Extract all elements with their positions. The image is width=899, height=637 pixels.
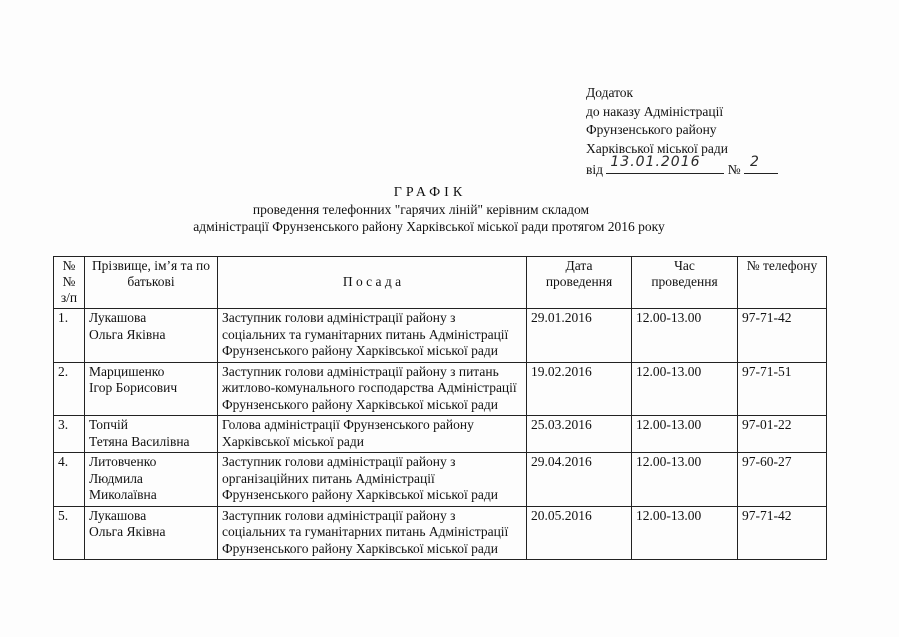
row-position: Заступник голови адміністрації району з організаційних питань Адміністрації Фрунзенського району Харківської міської ради: [218, 453, 527, 507]
annex-order-ref: до наказу Адміністрації: [586, 103, 724, 119]
header-phone: № телефону: [738, 257, 827, 309]
row-date: 29.04.2016: [527, 453, 632, 507]
title-block: [0, 184, 860, 235]
row-phone: 97-71-42: [738, 309, 827, 363]
row-position: Заступник голови адміністрації району з соціальних та гуманітарних питань Адміністрації Фрунзенського району Харківської міської ради: [218, 309, 527, 363]
table-row: [54, 309, 827, 363]
row-phone: 97-60-27: [738, 453, 827, 507]
row-position: Голова адміністрації Фрунзенського району Харківської міської ради: [218, 416, 527, 453]
table-row: [54, 506, 827, 560]
row-number: 5.: [54, 506, 85, 560]
row-time: 12.00-13.00: [632, 362, 738, 416]
row-date: 20.05.2016: [527, 506, 632, 560]
schedule-table: [53, 256, 827, 560]
row-number: 4.: [54, 453, 85, 507]
row-position: Заступник голови адміністрації району з питань житлово-комунального господарства Адміністрації Фрунзенського району Харківської міської ради: [218, 362, 527, 416]
row-phone: 97-71-51: [738, 362, 827, 416]
document-subtitle-1: проведення телефонних "гарячих ліній" керівним складом: [252, 202, 590, 217]
document-title: ГРАФІК: [393, 185, 467, 200]
row-number: 2.: [54, 362, 85, 416]
row-date: 29.01.2016: [527, 309, 632, 363]
row-date: 25.03.2016: [527, 416, 632, 453]
header-position: [218, 257, 527, 309]
row-number: 3.: [54, 416, 85, 453]
handwritten-date: 13.01.2016: [610, 154, 701, 170]
row-time: 12.00-13.00: [632, 416, 738, 453]
header-name: Прізвище, ім’я та по батькові: [85, 257, 218, 309]
header-time: Час проведення: [632, 257, 738, 309]
row-name: Марцишенко Ігор Борисович: [85, 362, 218, 416]
row-name: Лукашова Ольга Яківна: [85, 309, 218, 363]
annex-district: Фрунзенського району: [586, 122, 717, 137]
annex-title: Додаток: [586, 85, 634, 100]
row-time: 12.00-13.00: [632, 309, 738, 363]
row-time: 12.00-13.00: [632, 506, 738, 560]
date-prefix: від: [586, 162, 603, 177]
header-date: Дата проведення: [527, 257, 632, 309]
row-number: 1.: [54, 309, 85, 363]
annex-council: Харківської міської ради: [586, 140, 729, 156]
table-row: [54, 362, 827, 416]
row-name: Литовченко Людмила Миколаївна: [85, 453, 218, 507]
date-field: [606, 154, 724, 174]
row-date: 19.02.2016: [527, 362, 632, 416]
row-time: 12.00-13.00: [632, 453, 738, 507]
row-phone: 97-71-42: [738, 506, 827, 560]
number-prefix: №: [727, 162, 741, 177]
handwritten-number: 2: [750, 154, 760, 170]
header-position-label: П о с а д а: [342, 274, 402, 289]
table-row: [54, 453, 827, 507]
row-name: Топчій Тетяна Василівна: [85, 416, 218, 453]
header-number: № № з/п: [54, 257, 85, 309]
document-subtitle-2: адміністрації Фрунзенського району Харківської міської ради протягом 2016 року: [193, 219, 665, 234]
table-row: [54, 416, 827, 453]
annex-block: [586, 84, 778, 180]
row-name: Лукашова Ольга Яківна: [85, 506, 218, 560]
number-field: [744, 154, 778, 174]
table-header-row: [54, 257, 827, 309]
row-phone: 97-01-22: [738, 416, 827, 453]
row-position: Заступник голови адміністрації району з соціальних та гуманітарних питань Адміністрації Фрунзенського району Харківської міської ради: [218, 506, 527, 560]
annex-date-number: [586, 154, 778, 180]
